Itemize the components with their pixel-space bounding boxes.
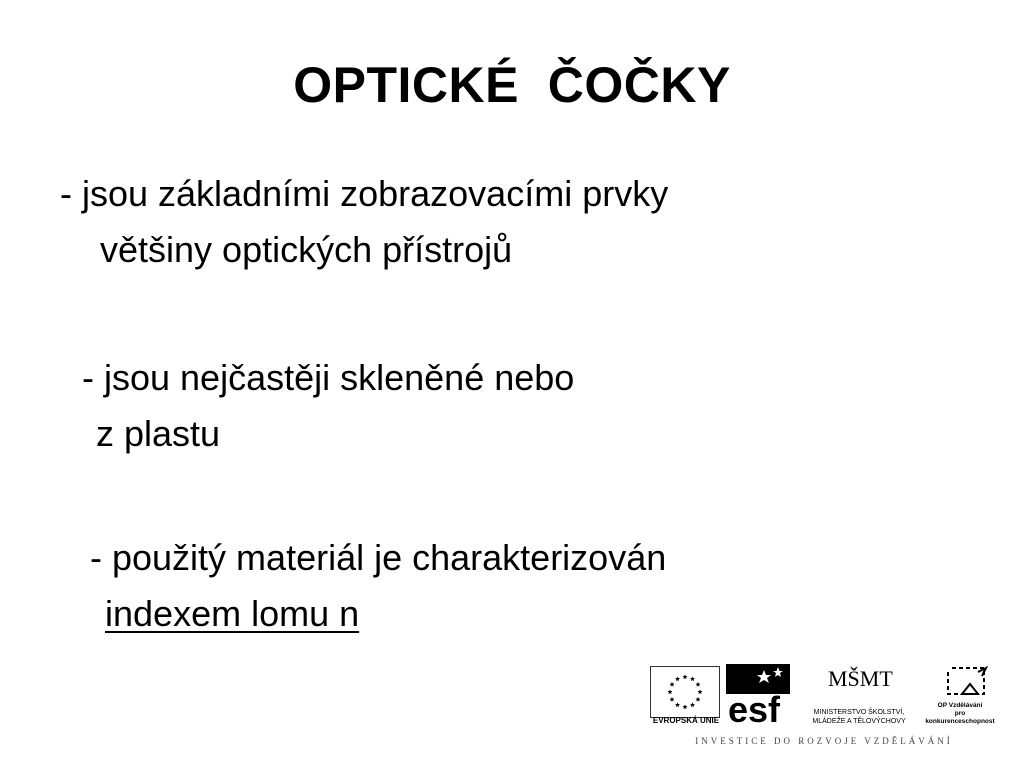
bullet-1-line-2: většiny optických přístrojů: [100, 229, 513, 270]
eu-star-icon: [668, 689, 673, 694]
bullet-1-line-1: - jsou základními zobrazovacími prvky: [60, 173, 669, 214]
msmt-mark: MŠMT: [828, 666, 893, 691]
bullet-1: [60, 166, 668, 278]
op-label-line-1: OP Vzdělávání: [937, 702, 983, 709]
bullet-3-line-1: - použitý materiál je charakterizován: [80, 537, 667, 578]
eu-star-icon: [698, 689, 703, 694]
bullet-2-line-2: z plastu: [96, 413, 221, 454]
eu-star-icon: [683, 704, 688, 709]
eu-star-icon: [670, 682, 675, 687]
eu-star-icon: [696, 682, 701, 687]
esf-text: esf: [728, 689, 781, 726]
funding-logos: [648, 660, 1000, 752]
index-of-refraction-link: indexem lomu n: [105, 593, 360, 634]
msmt-label-line-2: MLÁDEŽE A TĚLOVÝCHOVY: [812, 718, 906, 725]
op-label-line-2: pro konkurenceschopnost: [925, 710, 995, 725]
eu-label: EVROPSKÁ UNIE: [652, 716, 720, 725]
investice-footer: INVESTICE DO ROZVOJE VZDĚLÁVÁNÍ: [695, 736, 953, 746]
op-label: [920, 702, 1000, 726]
eu-star-icon: [675, 676, 680, 681]
bullet-2: [72, 350, 574, 462]
eu-stars-icon: [651, 667, 719, 717]
bullet-3: [80, 530, 666, 642]
esf-logo: [726, 664, 790, 726]
eu-star-icon: [696, 697, 701, 702]
eu-star-icon: [690, 702, 695, 707]
msmt-label: [796, 708, 922, 726]
bullet-2-line-1: - jsou nejčastěji skleněné nebo: [72, 357, 575, 398]
msmt-label-line-1: MINISTERSTVO ŠKOLSTVÍ,: [813, 709, 905, 716]
slide-title: OPTICKÉ ČOČKY: [293, 57, 731, 113]
bullet-3-line-2: [80, 586, 666, 642]
eu-star-icon: [683, 674, 688, 679]
eu-flag-logo: [650, 666, 720, 718]
eu-star-icon: [670, 697, 675, 702]
eu-star-icon: [690, 676, 695, 681]
eu-star-icon: [675, 702, 680, 707]
